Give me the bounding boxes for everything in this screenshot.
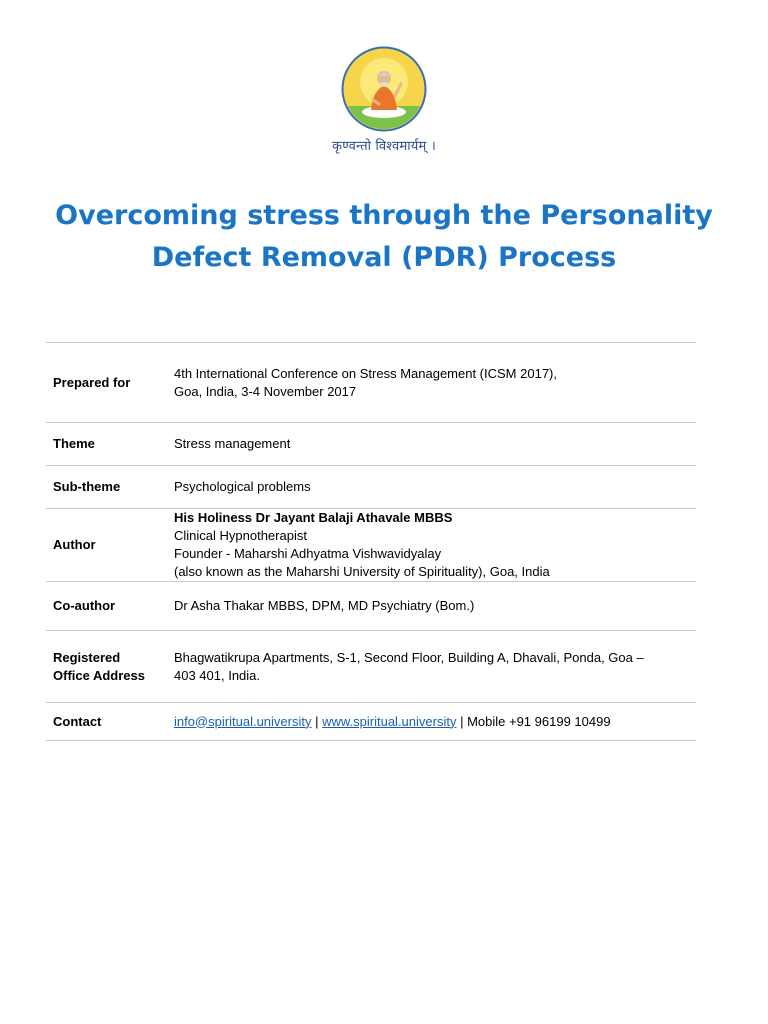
author-line-2: Clinical Hypnotherapist xyxy=(174,528,307,543)
motto: कृण्वन्तो विश्वमार्यम् । xyxy=(332,139,436,154)
author-label: Author xyxy=(53,537,96,552)
co-author-value: Dr Asha Thakar MBBS, DPM, MD Psychiatry (Bom.) xyxy=(174,598,475,613)
office-label-line-1: Registered xyxy=(53,649,121,665)
office-label xyxy=(46,631,174,703)
row-author xyxy=(46,509,696,582)
author-name: His Holiness Dr Jayant Balaji Athavale MBBS xyxy=(174,510,453,525)
info-table xyxy=(46,342,696,741)
row-prepared-for xyxy=(46,343,696,423)
author-value xyxy=(174,509,696,582)
prepared-for-value xyxy=(174,343,696,423)
contact-separator-1: | xyxy=(311,713,323,729)
theme-label: Theme xyxy=(53,436,95,451)
row-co-author xyxy=(46,582,696,631)
row-sub-theme xyxy=(46,466,696,509)
author-line-3: Founder - Maharshi Adhyatma Vishwavidyalay xyxy=(174,546,442,561)
sub-theme-label: Sub-theme xyxy=(53,479,121,494)
email-link[interactable]: info@spiritual.university xyxy=(174,713,312,729)
theme-value: Stress management xyxy=(174,436,291,451)
row-theme xyxy=(46,423,696,466)
office-line-2: 403 401, India. xyxy=(174,667,261,683)
sage-meditating-logo-icon xyxy=(341,46,427,132)
title-line-1: Overcoming stress through the Personality xyxy=(55,200,713,231)
prepared-for-label: Prepared for xyxy=(53,374,131,390)
header xyxy=(0,46,768,154)
row-office-address xyxy=(46,631,696,703)
office-value xyxy=(174,631,696,703)
title-line-2: Defect Removal (PDR) Process xyxy=(151,242,617,273)
contact-separator-2: | xyxy=(456,713,468,729)
row-contact xyxy=(46,703,696,741)
mobile-number: Mobile +91 96199 10499 xyxy=(467,713,611,729)
contact-label: Contact xyxy=(53,713,102,729)
office-line-1: Bhagwatikrupa Apartments, S-1, Second Floor, Building A, Dhavali, Ponda, Goa – xyxy=(174,649,644,665)
contact-value xyxy=(174,703,696,741)
office-label-line-2: Office Address xyxy=(53,667,145,683)
prepared-for-line-1: 4th International Conference on Stress Management (ICSM 2017), xyxy=(174,365,557,381)
page-title xyxy=(40,195,728,279)
website-link[interactable]: www.spiritual.university xyxy=(322,713,457,729)
sub-theme-value: Psychological problems xyxy=(174,479,311,494)
co-author-label: Co-author xyxy=(53,598,116,613)
author-line-4: (also known as the Maharshi University of Spirituality), Goa, India xyxy=(174,564,550,579)
prepared-for-line-2: Goa, India, 3-4 November 2017 xyxy=(174,383,357,399)
